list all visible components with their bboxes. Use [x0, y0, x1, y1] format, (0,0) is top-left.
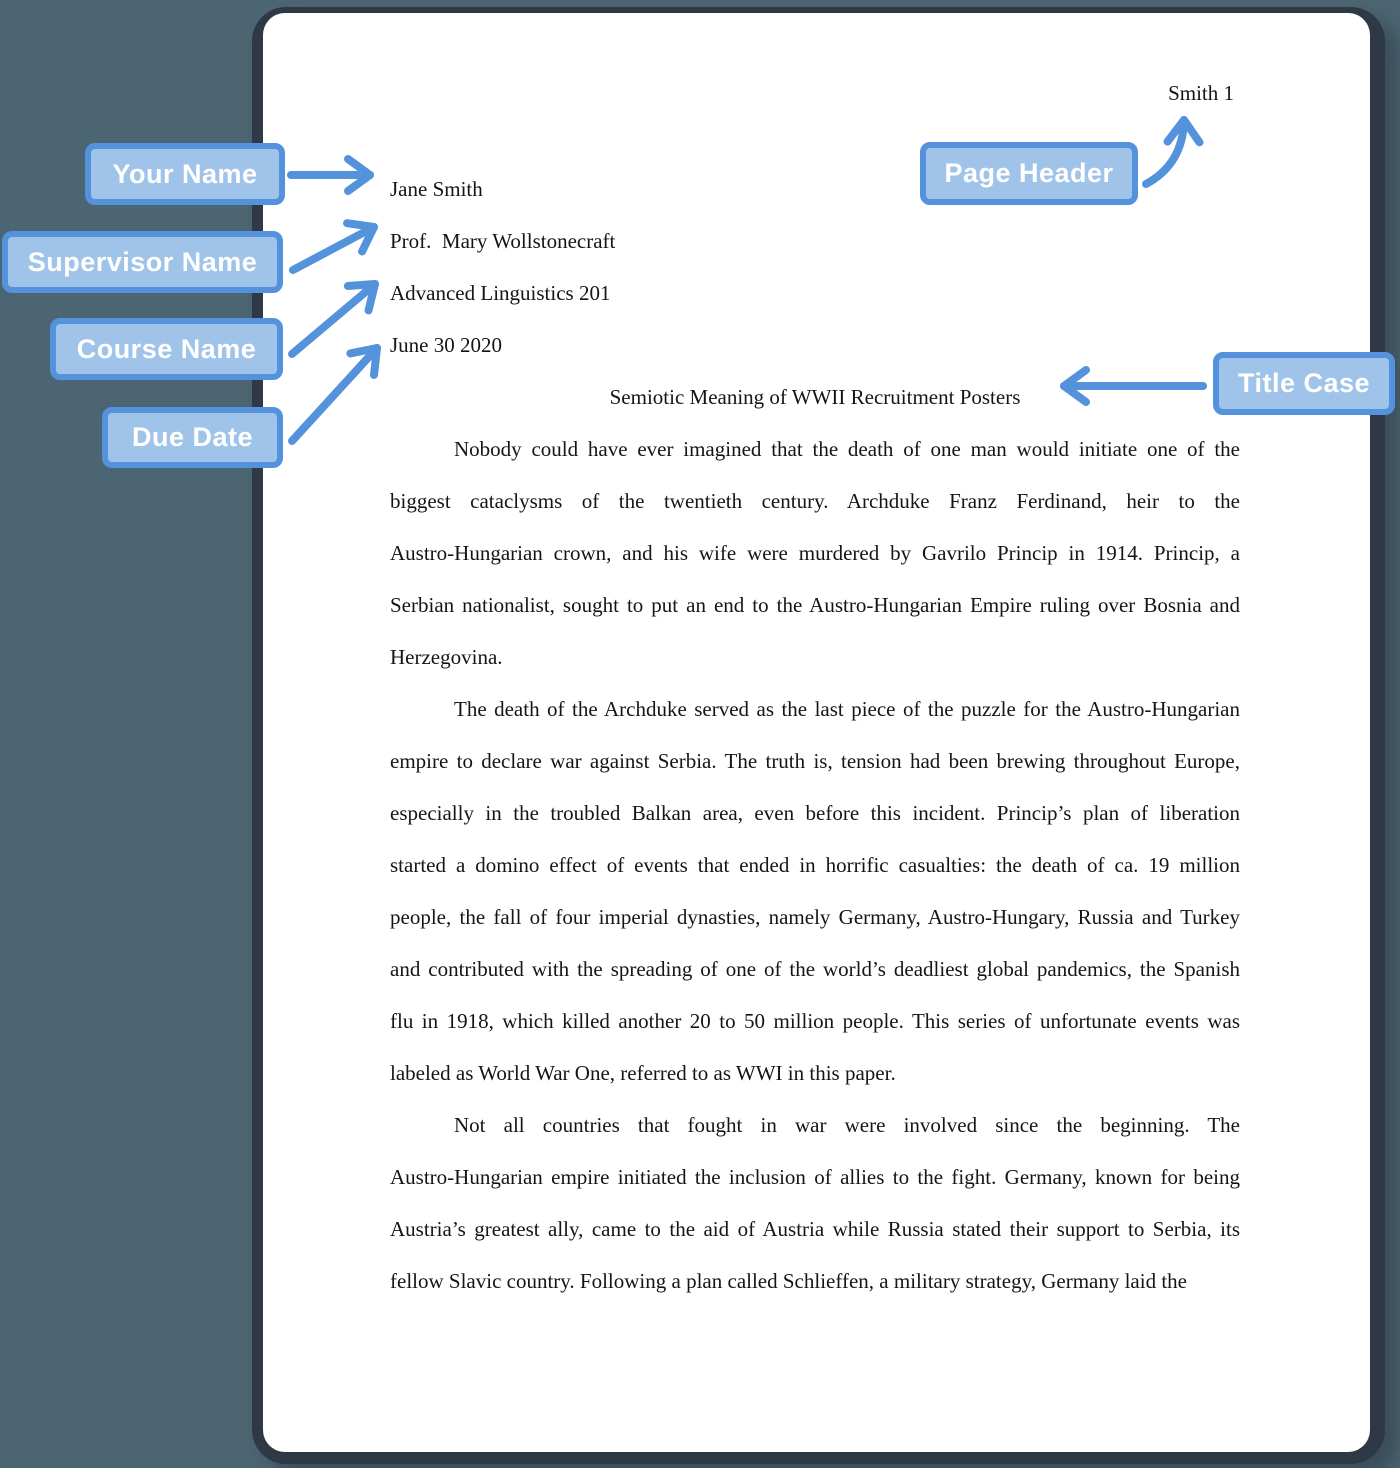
body-line: Austro-Hungarian crown, and his wife were murdered by Gavrilo Princip in 1914. Princip, a: [390, 541, 1240, 565]
page-header-label: [920, 142, 1138, 205]
due-date-label: [102, 407, 283, 468]
label-text: Due Date: [131, 422, 254, 452]
course-name-text: Advanced Linguistics 201: [390, 281, 611, 305]
body-text: [390, 423, 1240, 1307]
page-number: Smith 1: [1168, 81, 1234, 105]
body-line: started a domino effect of events that ended in horrific casualties: the death of ca. 19 million: [390, 853, 1240, 877]
label-text: Title Case: [1237, 368, 1371, 398]
paragraph-1: [390, 423, 1240, 683]
body-line: fellow Slavic country. Following a plan called Schlieffen, a military strategy, Germany laid the: [390, 1269, 1187, 1293]
author-name: Jane Smith: [390, 177, 483, 201]
body-line: people, the fall of four imperial dynasties, namely Germany, Austro-Hungary, Russia and Turkey: [390, 905, 1240, 929]
paragraph-2: [390, 683, 1240, 1099]
course-name-label: [50, 318, 283, 380]
label-text: Course Name: [76, 333, 257, 364]
body-line: Austro-Hungarian empire initiated the inclusion of allies to the fight. Germany, known for being: [390, 1165, 1240, 1189]
body-line: labeled as World War One, referred to as WWI in this paper.: [390, 1061, 896, 1085]
body-line: Herzegovina.: [390, 645, 503, 669]
paragraph-3: [390, 1099, 1240, 1307]
body-line: biggest cataclysms of the twentieth century. Archduke Franz Ferdinand, heir to the: [390, 489, 1240, 513]
body-line: flu in 1918, which killed another 20 to 50 million people. This series of unfortunate events was: [390, 1009, 1240, 1033]
document-page: [263, 13, 1370, 1452]
label-text: Supervisor Name: [27, 246, 258, 277]
body-line: Serbian nationalist, sought to put an end to the Austro-Hungarian Empire ruling over Bosnia and: [390, 593, 1240, 617]
your-name-label: [85, 143, 285, 205]
supervisor-name-text: Prof. Mary Wollstonecraft: [390, 229, 616, 253]
body-line: The death of the Archduke served as the last piece of the puzzle for the Austro-Hungarian: [454, 697, 1240, 721]
supervisor-name-label: [2, 231, 283, 293]
body-line: especially in the troubled Balkan area, even before this incident. Princip’s plan of liberation: [390, 801, 1240, 825]
due-date-text: June 30 2020: [390, 333, 502, 357]
label-text: Page Header: [944, 158, 1114, 188]
label-text: Your Name: [112, 158, 258, 189]
title-case-label: [1213, 352, 1395, 415]
body-line: Nobody could have ever imagined that the death of one man would initiate one of the: [454, 437, 1240, 461]
body-line: Austria’s greatest ally, came to the aid of Austria while Russia stated their support to Serbia, its: [390, 1217, 1240, 1241]
body-line: and contributed with the spreading of one of the world’s deadliest global pandemics, the Spanish: [390, 957, 1240, 981]
mla-heading: [390, 163, 615, 371]
body-line: empire to declare war against Serbia. The truth is, tension had been brewing throughout Europe,: [390, 749, 1240, 773]
body-line: Not all countries that fought in war were involved since the beginning. The: [454, 1113, 1240, 1137]
paper-title: Semiotic Meaning of WWII Recruitment Posters: [609, 385, 1021, 409]
